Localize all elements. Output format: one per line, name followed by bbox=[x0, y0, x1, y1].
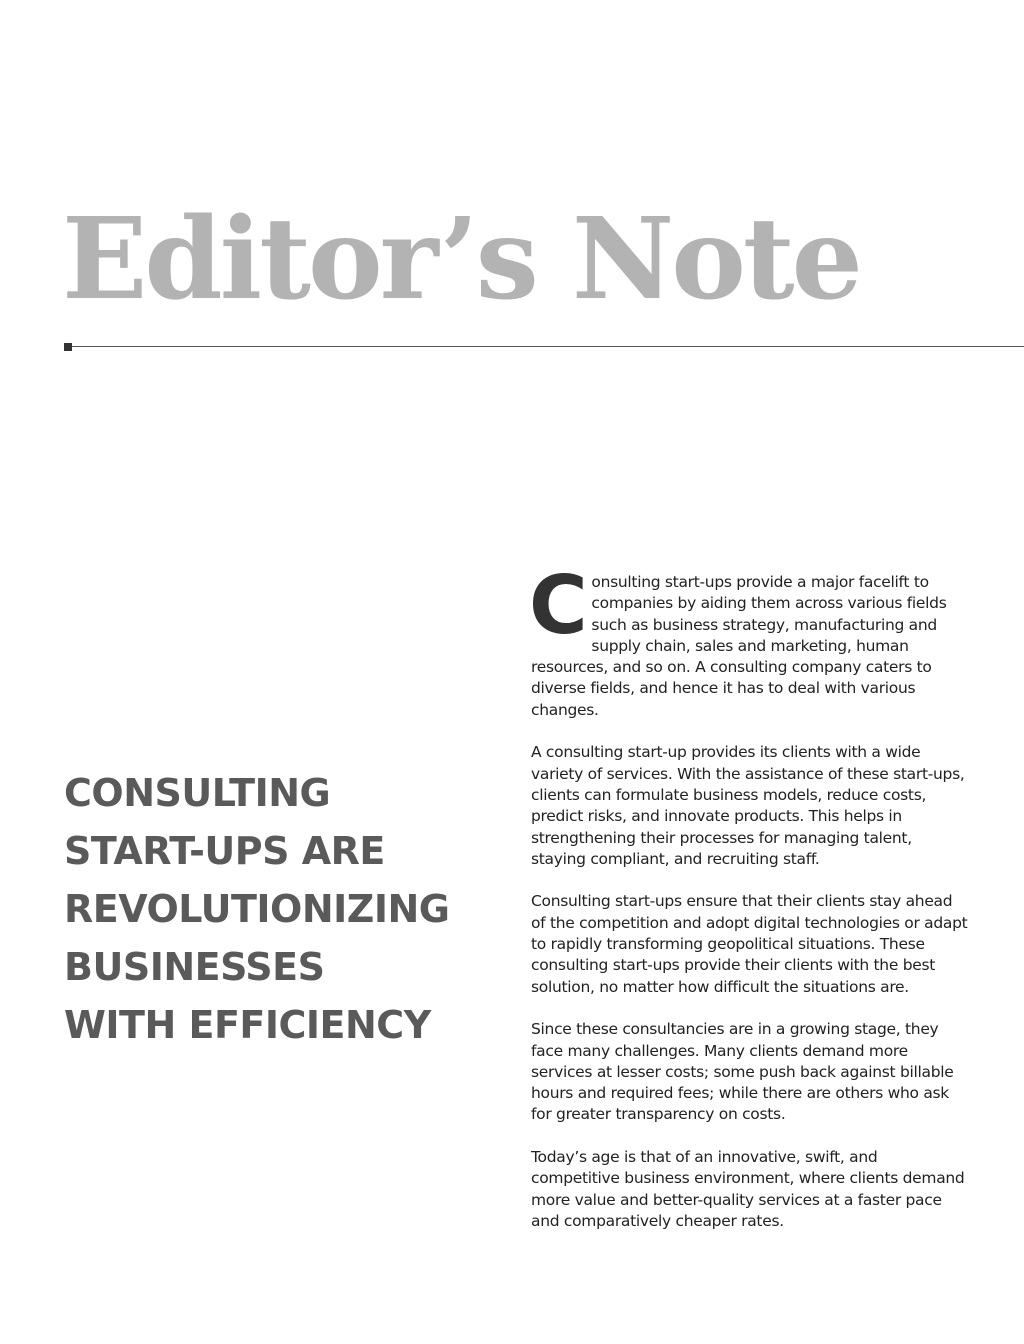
article-body bbox=[529, 559, 969, 1232]
headline-line: BUSINESSES bbox=[64, 945, 325, 989]
paragraph-text: onsulting start-ups provide a major facelift to companies by aiding them across various fields such as business strategy, manufacturing and supply chain, sales and marketing, human resources, and so on. A consulting company caters to diverse fields, and hence it has to deal with various changes. bbox=[531, 573, 947, 719]
article-headline bbox=[64, 764, 504, 1054]
paragraph: Today’s age is that of an innovative, swift, and competitive business environment, where clients demand more value and better-quality services at a faster pace and comparatively cheaper rates. bbox=[531, 1148, 965, 1230]
headline-line: START-UPS ARE bbox=[64, 829, 385, 873]
paragraph: Consulting start-ups ensure that their clients stay ahead of the competition and adopt digital technologies or adapt to rapidly transforming geopolitical situations. These consulting start-ups provide their clients with the best solution, no matter how difficult the situations are. bbox=[531, 892, 968, 996]
paragraph: Since these consultancies are in a growing stage, they face many challenges. Many clients demand more services at lesser costs; some push back against billable hours and required fees; while there are others who ask for greater transparency on costs. bbox=[531, 1020, 954, 1124]
paragraph: A consulting start-up provides its clients with a wide variety of services. With the assistance of these start-ups, clients can formulate business models, reduce costs, predict risks, and innovate products. This helps in strengthening their processes for managing talent, staying compliant, and recruiting staff. bbox=[531, 743, 965, 868]
drop-cap: C bbox=[529, 559, 588, 652]
headline-line: CONSULTING bbox=[64, 771, 331, 815]
divider-line bbox=[72, 346, 1024, 347]
headline-line: REVOLUTIONIZING bbox=[64, 887, 450, 931]
page-title: Editor’s Note bbox=[62, 194, 860, 325]
divider-marker bbox=[64, 343, 72, 351]
paragraph bbox=[529, 559, 969, 721]
headline-line: WITH EFFICIENCY bbox=[64, 1003, 431, 1047]
